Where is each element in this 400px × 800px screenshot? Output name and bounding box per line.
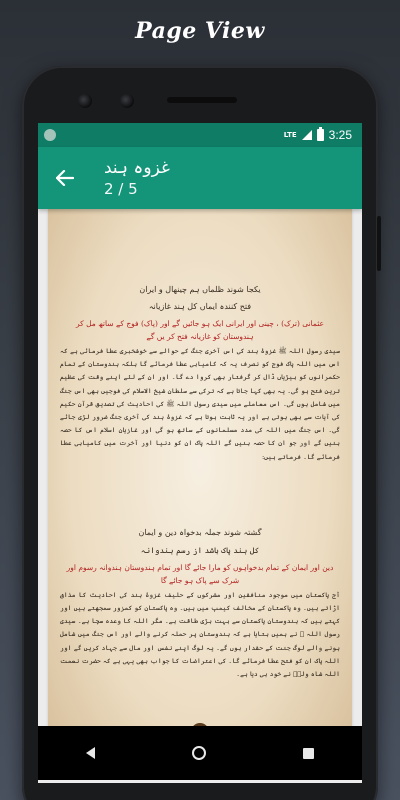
phone-frame <box>22 66 378 800</box>
front-camera-icon <box>78 94 92 108</box>
back-button[interactable] <box>42 155 88 201</box>
system-navigation-bar <box>38 726 362 780</box>
page-paragraph: آج پاکستان میں موجود منافقین اور مشرکوں کے حلیف غزوۂ ہند کی احادیث کا مذاق اڑاتے ہیں۔ وہ پاکستان کے مخالف کیمپ میں ہیں۔ وہ پاکستان کو کمزور سمجھتے ہیں اور کہتے ہیں کہ ہندوستان پاکستان سے بہت بڑی طاقت ہے۔ مگر اللہ کا وعدہ سچا ہے۔ سیدی رسول اللہ ﷺ نے ہمیں بتایا ہے کہ ہندوستان پر حملہ کرنے والے اور اس جنگ میں شامل ہونے والے لوگ جنت کے حقدار ہوں گے۔ یہ لوگ اپنے نفس اور مال سے جہاد کریں گے اور اللہ پاک ان کو فتح عطا فرمائے گا۔ کی اعتراضات کا جواب بھی یہی ہے کہ حضرت نعمت اللہ شاہ ولیؒ نے خود ہی دیا ہے۔ <box>60 590 340 679</box>
app-screen <box>38 123 362 783</box>
nav-recents-icon[interactable] <box>303 748 314 759</box>
verse-translation: دین اور ایمان کے تمام بدخواہوں کو مارا جائے گا اور تمام ہندوستان ہندوانہ رسوم اور شرک سے پاک ہو جائے گا <box>66 562 334 585</box>
promo-title: Page View <box>135 18 265 44</box>
nav-back-icon[interactable] <box>86 747 95 759</box>
notification-icon <box>44 129 56 141</box>
earpiece-speaker <box>167 97 237 103</box>
arrow-back-icon <box>56 170 74 186</box>
verse-translation: عثمانی (ترک) ، چینی اور ایرانی ایک ہو جائیں گے اور (پاک) فوج کے ساتھ مل کر ہندوستان کو غازیانہ فتح کر یں گے <box>76 319 324 341</box>
verse-heading: کل ہند پاک باشد از رسم ہندوانہ <box>140 545 260 555</box>
verse-heading: یکجا شوند ظلماں ہم چینهال و ایران <box>139 285 261 294</box>
battery-icon <box>317 129 324 141</box>
nav-home-icon[interactable] <box>192 746 206 760</box>
network-type: LTE <box>283 130 297 139</box>
app-bar <box>38 147 362 209</box>
power-button <box>377 216 381 271</box>
status-bar <box>38 123 362 147</box>
signal-icon <box>302 130 312 140</box>
book-page[interactable] <box>48 209 352 775</box>
clock: 3:25 <box>328 128 352 142</box>
book-title: غزوہ ہند <box>104 158 170 178</box>
page-counter: 2 / 5 <box>104 180 138 198</box>
page-viewer[interactable] <box>38 209 362 783</box>
page-paragraph: سیدی رسول اللہ ﷺ غزوۂ ہند کی اس آخری جنگ کے حوالے سے خوشخبری عطا فرمائی ہے کہ اس میں اللہ پاک فوج کو نصرف یہ کہ کامیابی عطا فرمائے گا بلکہ ہندوستان کے تمام حکمرانوں کو بیڑیاں ڈال کر گرفتار بھی کروا دے گا۔ اور ان کے لئے اپنے وقت کی عظیم ترین فتح ہو گی۔ یہ بھی کہا جاتا ہے کہ ترکی سے سلطان شیخ الاسلام کی فوجیں بھی اس جنگ میں شامل ہوں گی۔ اس معاملے میں سیدی رسول اللہ ﷺ کی احادیث کی تصدیق قرآن حکیم کی آیات سے بھی ہوتی ہے اور یہ ثابت ہوتا ہے کہ غزوۂ ہند کی آخری جنگ ضرور لڑی جائے گی۔ اس جنگ میں اللہ کی مدد مسلمانوں کے ساتھ ہو گی اور غازیان اسلام اس کا حصہ بنیں گے اور جو ان کا حصہ بنیں گے اللہ پاک ان کو دنیا اور آخرت میں کامیابی عطا فرمائے گا۔ فرماتے ہیں: <box>60 347 340 461</box>
front-sensor-icon <box>120 94 134 108</box>
verse-heading: گشتہ شوند جملہ بدخواہ دین و ایمان <box>138 527 262 537</box>
verse-heading: فتح کنندہ ایماں کل ہند غازیانہ <box>148 302 252 311</box>
